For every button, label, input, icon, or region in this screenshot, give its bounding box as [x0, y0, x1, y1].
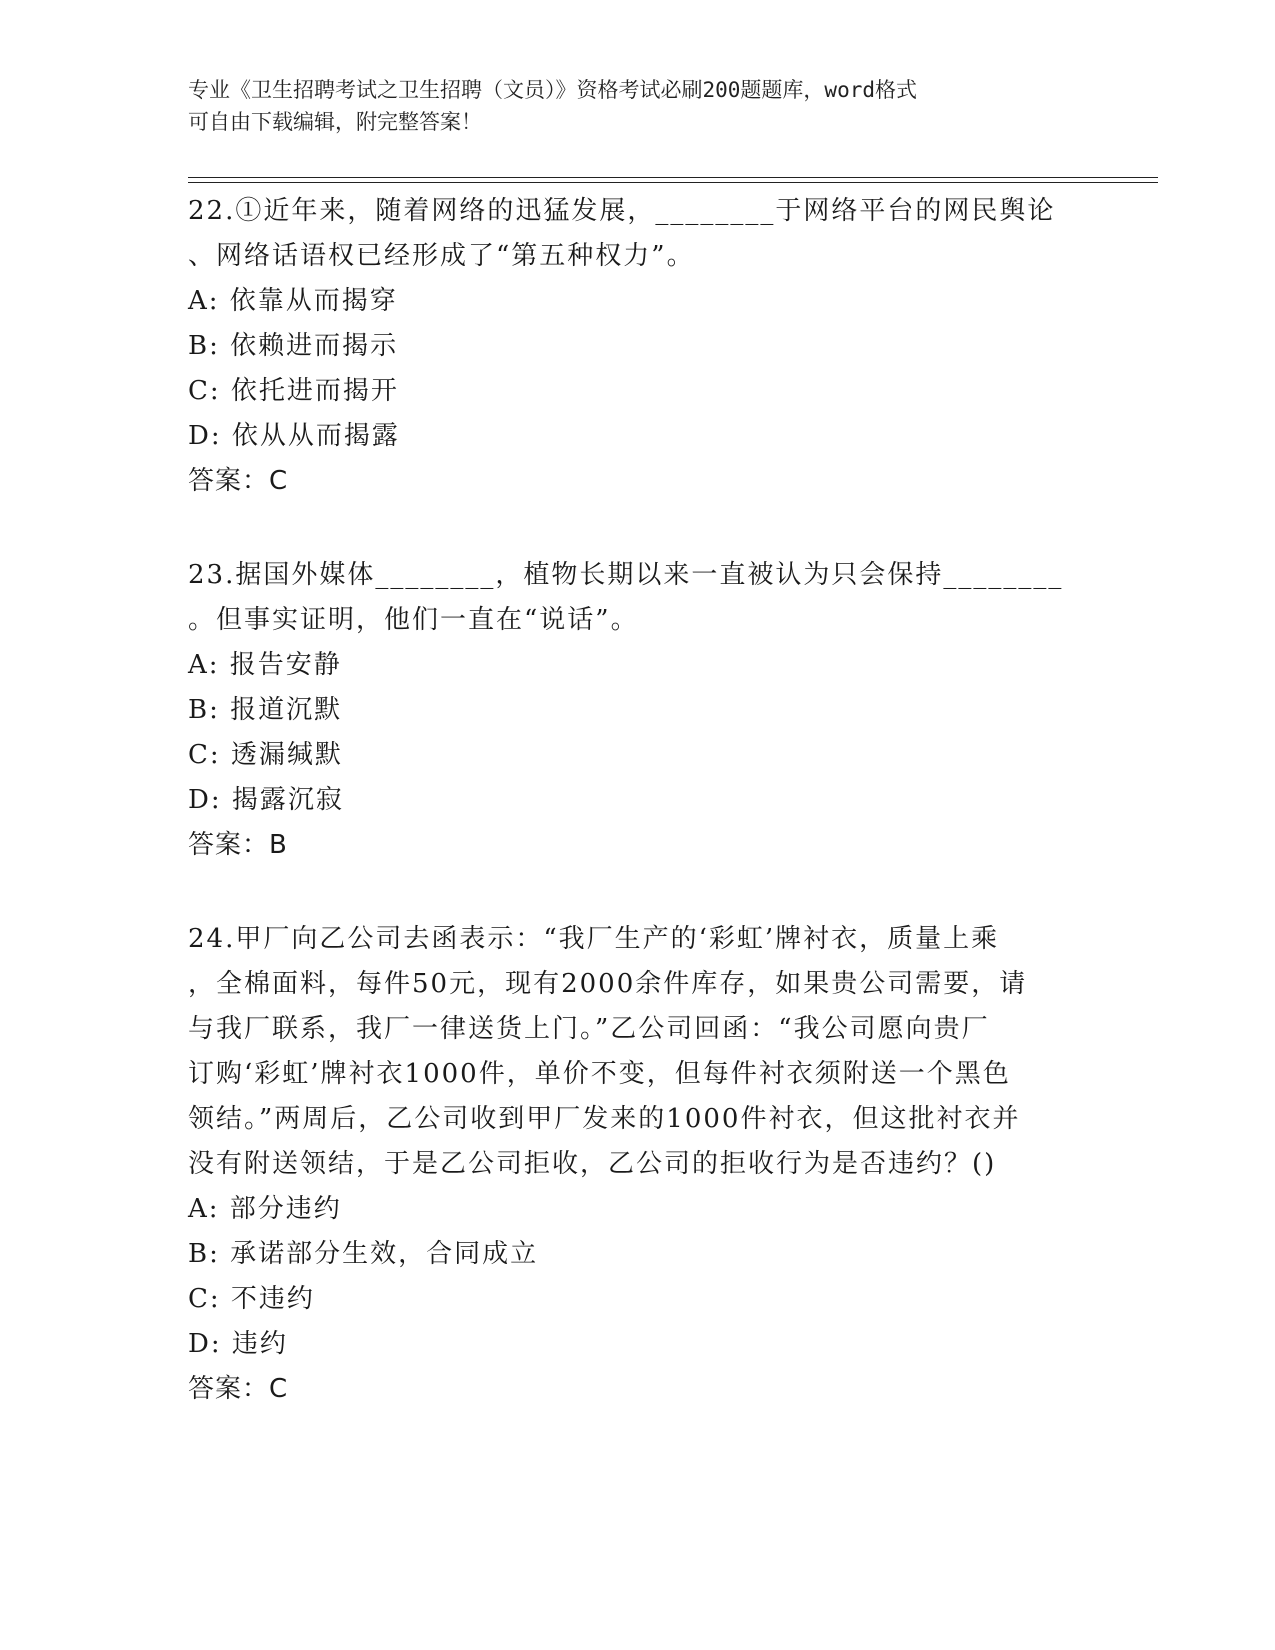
- option-c: C: 依托进而揭开: [188, 376, 399, 406]
- header-line-1: 专业《卫生招聘考试之卫生招聘（文员）》资格考试必刷200题题库，word格式: [188, 78, 917, 102]
- question-24: [188, 917, 1088, 1412]
- header-line-2: 可自由下载编辑，附完整答案！: [188, 110, 482, 134]
- answer-label: 答案：C: [188, 466, 289, 496]
- option-c: C: 不违约: [188, 1284, 315, 1314]
- question-text-line: 24.甲厂向乙公司去函表示：“我厂生产的‘彩虹’牌衬衣，质量上乘: [188, 924, 1000, 954]
- option-b: B: 依赖进而揭示: [188, 331, 399, 361]
- question-23: [188, 553, 1088, 868]
- header-divider-bottom: [188, 182, 1158, 183]
- question-text-line: 与我厂联系，我厂一律送货上门。”乙公司回函：“我公司愿向贵厂: [188, 1014, 990, 1044]
- question-text-line: 订购‘彩虹’牌衬衣1000件，单价不变，但每件衬衣须附送一个黑色: [188, 1059, 1011, 1089]
- question-text-line: 22.①近年来，随着网络的迅猛发展，________于网络平台的网民舆论: [188, 196, 1056, 226]
- question-text-line: 。但事实证明，他们一直在“说话”。: [188, 605, 639, 635]
- question-text-line: 23.据国外媒体________，植物长期以来一直被认为只会保持________: [188, 560, 1064, 590]
- question-text-line: ，全棉面料，每件50元，现有2000余件库存，如果贵公司需要，请: [188, 969, 1028, 999]
- question-text-line: 、网络话语权已经形成了“第五种权力”。: [188, 241, 695, 271]
- document-header: [188, 74, 1068, 138]
- option-d: D: 违约: [188, 1329, 288, 1359]
- header-divider-top: [188, 177, 1158, 178]
- question-22: [188, 189, 1088, 504]
- question-text-line: 没有附送领结，于是乙公司拒收，乙公司的拒收行为是否违约？(): [188, 1149, 997, 1179]
- option-b: B: 承诺部分生效，合同成立: [188, 1239, 539, 1269]
- option-a: A: 报告安静: [188, 650, 342, 680]
- option-b: B: 报道沉默: [188, 695, 343, 725]
- question-text-line: 领结。”两周后，乙公司收到甲厂发来的1000件衬衣，但这批衬衣并: [188, 1104, 1021, 1134]
- option-a: A: 部分违约: [188, 1194, 342, 1224]
- answer-label: 答案：B: [188, 830, 288, 860]
- option-d: D: 揭露沉寂: [188, 785, 344, 815]
- answer-label: 答案：C: [188, 1374, 289, 1404]
- option-a: A: 依靠从而揭穿: [188, 286, 398, 316]
- option-c: C: 透漏缄默: [188, 740, 343, 770]
- option-d: D: 依从从而揭露: [188, 421, 400, 451]
